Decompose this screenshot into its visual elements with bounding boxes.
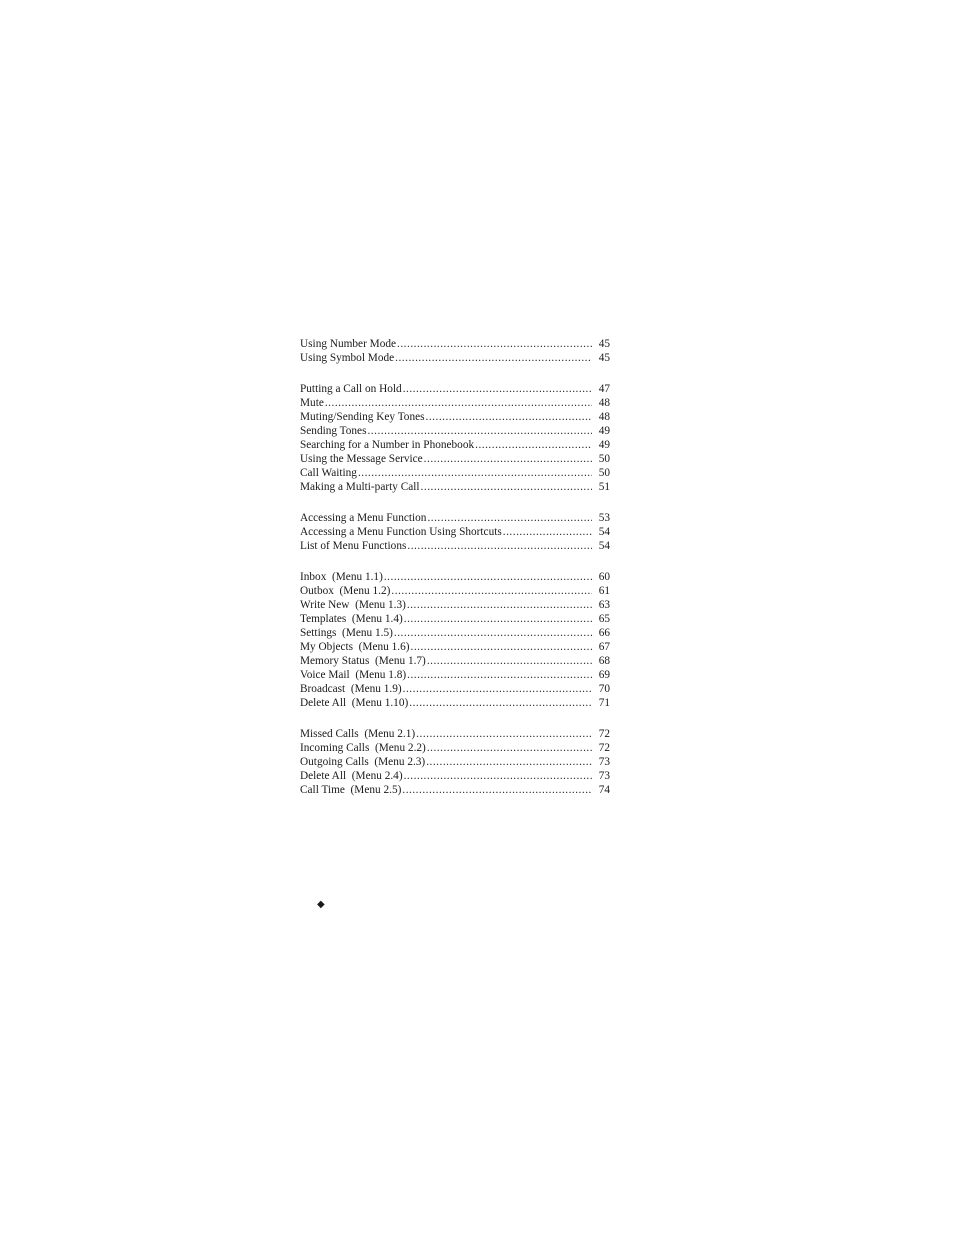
- dot-leader: [395, 351, 592, 365]
- toc-entry[interactable]: [300, 337, 610, 351]
- toc-page-number: 50: [598, 453, 610, 465]
- toc-entry[interactable]: [300, 783, 610, 797]
- toc-entry[interactable]: [300, 682, 610, 696]
- toc-entry-title: Searching for a Number in Phonebook: [300, 439, 475, 451]
- dot-leader: [427, 741, 592, 755]
- toc-entry[interactable]: [300, 668, 610, 682]
- toc-entry[interactable]: [300, 696, 610, 710]
- dot-leader: [391, 584, 592, 598]
- dot-leader: [416, 727, 592, 741]
- toc-entry[interactable]: [300, 511, 610, 525]
- toc-page-number: 72: [598, 728, 610, 740]
- toc-entry[interactable]: [300, 452, 610, 466]
- toc-entry-title: Incoming Calls (Menu 2.2): [300, 742, 426, 754]
- dot-leader: [402, 783, 592, 797]
- toc-entry-title: Making a Multi-party Call: [300, 481, 420, 493]
- toc-entry-title: Templates (Menu 1.4): [300, 613, 403, 625]
- toc-entry[interactable]: [300, 612, 610, 626]
- toc-entry[interactable]: [300, 466, 610, 480]
- toc-entry-title: Muting/Sending Key Tones: [300, 411, 425, 423]
- toc-page-number: 65: [598, 613, 610, 625]
- toc-entry-title: Using Symbol Mode: [300, 352, 395, 364]
- toc-page-number: 73: [598, 770, 610, 782]
- dot-leader: [407, 668, 592, 682]
- dot-leader: [426, 410, 592, 424]
- toc-entry-title: Call Time (Menu 2.5): [300, 784, 402, 796]
- toc-page-number: 48: [598, 411, 610, 423]
- toc-page-number: 53: [598, 512, 610, 524]
- toc-page-number: 49: [598, 425, 610, 437]
- toc-page-number: 61: [598, 585, 610, 597]
- toc-page-number: 54: [598, 540, 610, 552]
- toc-entry-title: Outgoing Calls (Menu 2.3): [300, 756, 426, 768]
- toc-entry-title: Inbox (Menu 1.1): [300, 571, 383, 583]
- toc-entry[interactable]: [300, 410, 610, 424]
- toc-page-number: 70: [598, 683, 610, 695]
- dot-leader: [503, 525, 592, 539]
- toc-entry-title: Settings (Menu 1.5): [300, 627, 393, 639]
- toc-page-number: 47: [598, 383, 610, 395]
- dot-leader: [427, 654, 592, 668]
- dot-leader: [394, 626, 592, 640]
- toc-section: [300, 570, 610, 710]
- toc-page-number: 67: [598, 641, 610, 653]
- toc-entry-title: Accessing a Menu Function Using Shortcuts: [300, 526, 502, 538]
- toc-page-number: 48: [598, 397, 610, 409]
- toc-page-number: 63: [598, 599, 610, 611]
- toc-entry[interactable]: [300, 539, 610, 553]
- toc-page-number: 69: [598, 669, 610, 681]
- toc-section: [300, 511, 610, 553]
- toc-entry-title: Sending Tones: [300, 425, 367, 437]
- toc-page-number: 72: [598, 742, 610, 754]
- dot-leader: [404, 769, 592, 783]
- toc-section: [300, 382, 610, 494]
- diamond-bullet-icon: ◆: [317, 899, 325, 910]
- toc-entry-title: Mute: [300, 397, 324, 409]
- dot-leader: [427, 511, 592, 525]
- toc-entry-title: Outbox (Menu 1.2): [300, 585, 391, 597]
- toc-entry-title: Write New (Menu 1.3): [300, 599, 406, 611]
- toc-entry-title: Delete All (Menu 2.4): [300, 770, 403, 782]
- toc-entry-title: Memory Status (Menu 1.7): [300, 655, 426, 667]
- dot-leader: [407, 539, 592, 553]
- toc-entry[interactable]: [300, 640, 610, 654]
- toc-entry-title: Using the Message Service: [300, 453, 423, 465]
- toc-entry[interactable]: [300, 741, 610, 755]
- toc-entry-title: Accessing a Menu Function: [300, 512, 427, 524]
- dot-leader: [407, 598, 592, 612]
- toc-entry-title: Delete All (Menu 1.10): [300, 697, 409, 709]
- toc-entry-title: Putting a Call on Hold: [300, 383, 402, 395]
- toc-page-number: 50: [598, 467, 610, 479]
- dot-leader: [384, 570, 592, 584]
- dot-leader: [411, 640, 593, 654]
- dot-leader: [367, 424, 592, 438]
- dot-leader: [421, 480, 592, 494]
- toc-entry[interactable]: [300, 438, 610, 452]
- toc-entry[interactable]: [300, 424, 610, 438]
- dot-leader: [475, 438, 592, 452]
- toc-page-number: 73: [598, 756, 610, 768]
- dot-leader: [397, 337, 592, 351]
- toc-entry-title: List of Menu Functions: [300, 540, 407, 552]
- toc-entry-title: Broadcast (Menu 1.9): [300, 683, 402, 695]
- toc-entry[interactable]: [300, 351, 610, 365]
- dot-leader: [404, 612, 592, 626]
- toc-entry[interactable]: [300, 584, 610, 598]
- toc-entry[interactable]: [300, 480, 610, 494]
- toc-section: [300, 727, 610, 797]
- toc-entry-title: Call Waiting: [300, 467, 357, 479]
- table-of-contents: [300, 337, 610, 797]
- toc-entry-title: Using Number Mode: [300, 338, 397, 350]
- toc-page-number: 49: [598, 439, 610, 451]
- dot-leader: [424, 452, 592, 466]
- dot-leader: [403, 682, 592, 696]
- dot-leader: [325, 396, 592, 410]
- toc-entry[interactable]: [300, 755, 610, 769]
- toc-section: [300, 337, 610, 365]
- toc-entry-title: Missed Calls (Menu 2.1): [300, 728, 416, 740]
- toc-entry[interactable]: [300, 626, 610, 640]
- dot-leader: [409, 696, 592, 710]
- toc-entry[interactable]: [300, 654, 610, 668]
- toc-page-number: 68: [598, 655, 610, 667]
- toc-page-number: 60: [598, 571, 610, 583]
- toc-page-number: 71: [598, 697, 610, 709]
- toc-page-number: 74: [598, 784, 610, 796]
- toc-page-number: 51: [598, 481, 610, 493]
- toc-entry[interactable]: [300, 382, 610, 396]
- dot-leader: [358, 466, 592, 480]
- toc-page-number: 45: [598, 352, 610, 364]
- toc-page-number: 54: [598, 526, 610, 538]
- toc-entry[interactable]: [300, 396, 610, 410]
- toc-entry[interactable]: [300, 525, 610, 539]
- toc-entry[interactable]: [300, 769, 610, 783]
- toc-entry-title: My Objects (Menu 1.6): [300, 641, 410, 653]
- toc-page-number: 66: [598, 627, 610, 639]
- toc-entry[interactable]: [300, 727, 610, 741]
- toc-entry-title: Voice Mail (Menu 1.8): [300, 669, 407, 681]
- toc-entry[interactable]: [300, 570, 610, 584]
- toc-entry[interactable]: [300, 598, 610, 612]
- toc-page-number: 45: [598, 338, 610, 350]
- dot-leader: [426, 755, 592, 769]
- dot-leader: [403, 382, 592, 396]
